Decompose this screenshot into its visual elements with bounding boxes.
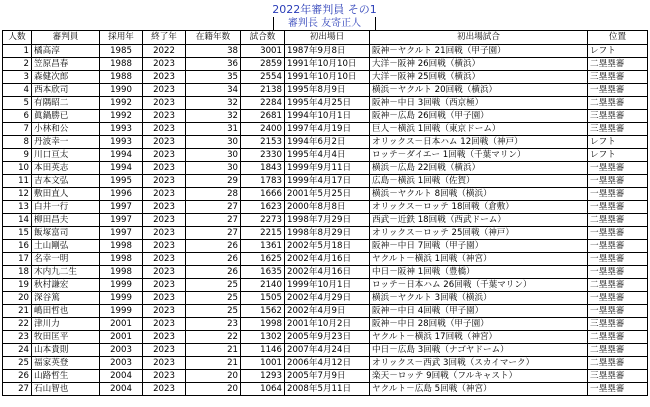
table-row	[3, 240, 648, 253]
row-number: 16	[3, 240, 32, 253]
row-number: 22	[3, 318, 32, 331]
end-year: 2023	[143, 253, 186, 266]
umpire-name: 丹波幸一	[32, 136, 100, 149]
umpire-name: 名幸一明	[32, 253, 100, 266]
debut-game: 阪神－中日 28回戦（甲子園）	[370, 318, 588, 331]
game-count: 2273	[241, 214, 285, 227]
end-year: 2023	[143, 201, 186, 214]
debut-game: オリックス－西武 3回戦（スカイマーク）	[370, 357, 588, 370]
table-row	[3, 344, 648, 357]
debut-date: 1991年10月10日	[285, 58, 370, 71]
game-count: 2138	[241, 84, 285, 97]
debut-date: 2008年5月11日	[285, 383, 370, 396]
game-count: 1505	[241, 292, 285, 305]
game-count: 1302	[241, 331, 285, 344]
debut-game: ヤクルト－横浜 1回戦（神宮）	[370, 253, 588, 266]
row-number: 25	[3, 357, 32, 370]
umpire-name: 土山剛弘	[32, 240, 100, 253]
position: 二塁塁審	[588, 344, 648, 357]
end-year: 2023	[143, 370, 186, 383]
debut-game: 西武－近鉄 18回戦（西武ドーム）	[370, 214, 588, 227]
table-row	[3, 357, 648, 370]
years-active: 35	[186, 71, 241, 84]
debut-game: 阪神－中日 3回戦（西京極）	[370, 97, 588, 110]
position: 二塁塁審	[588, 214, 648, 227]
hired-year: 1985	[100, 45, 143, 58]
umpire-name: 川口亘太	[32, 149, 100, 162]
position: 三塁塁審	[588, 123, 648, 136]
position: 三塁塁審	[588, 318, 648, 331]
row-number: 3	[3, 71, 32, 84]
debut-date: 2002年5月18日	[285, 240, 370, 253]
umpire-name: 牧田匡平	[32, 331, 100, 344]
hired-year: 1997	[100, 227, 143, 240]
debut-date: 2005年7月9日	[285, 370, 370, 383]
row-number: 19	[3, 279, 32, 292]
game-count: 1562	[241, 305, 285, 318]
position: 一塁塁審	[588, 227, 648, 240]
row-number: 9	[3, 149, 32, 162]
umpire-name: 西本欣司	[32, 84, 100, 97]
debut-date: 1998年7月29日	[285, 214, 370, 227]
game-count: 3001	[241, 45, 285, 58]
table-row	[3, 331, 648, 344]
years-active: 26	[186, 240, 241, 253]
umpire-name: 笠原昌春	[32, 58, 100, 71]
row-number: 24	[3, 344, 32, 357]
table-row	[3, 175, 648, 188]
debut-date: 2000年8月8日	[285, 201, 370, 214]
end-year: 2023	[143, 136, 186, 149]
hired-year: 1999	[100, 305, 143, 318]
umpire-name: 石山智也	[32, 383, 100, 396]
game-count: 1001	[241, 357, 285, 370]
position: 一塁塁審	[588, 253, 648, 266]
row-number: 10	[3, 162, 32, 175]
header-row	[3, 31, 648, 45]
game-count: 1998	[241, 318, 285, 331]
row-number: 8	[3, 136, 32, 149]
hired-year: 1993	[100, 123, 143, 136]
table-row	[3, 318, 648, 331]
umpire-name: 本田英志	[32, 162, 100, 175]
hired-year: 1997	[100, 214, 143, 227]
umpire-name: 吉本文弘	[32, 175, 100, 188]
game-count: 1625	[241, 253, 285, 266]
table-row	[3, 149, 648, 162]
game-count: 1635	[241, 266, 285, 279]
years-active: 25	[186, 279, 241, 292]
row-number: 14	[3, 214, 32, 227]
table-row	[3, 97, 648, 110]
years-active: 25	[186, 292, 241, 305]
hired-year: 1999	[100, 292, 143, 305]
years-active: 26	[186, 253, 241, 266]
debut-game: 中日－広島 3回戦（ナゴヤドーム）	[370, 344, 588, 357]
years-active: 38	[186, 45, 241, 58]
umpire-name: 橘高淳	[32, 45, 100, 58]
debut-date: 2001年10月2日	[285, 318, 370, 331]
hired-year: 2003	[100, 357, 143, 370]
hired-year: 1994	[100, 162, 143, 175]
position: 三塁塁審	[588, 110, 648, 123]
end-year: 2023	[143, 305, 186, 318]
debut-game: オリックス－ロッテ 25回戦（神戸）	[370, 227, 588, 240]
debut-date: 1991年10月10日	[285, 71, 370, 84]
game-count: 1064	[241, 383, 285, 396]
hired-year: 1993	[100, 136, 143, 149]
umpire-name: 福家英登	[32, 357, 100, 370]
hired-year: 1992	[100, 97, 143, 110]
hired-year: 1988	[100, 71, 143, 84]
umpire-name: 秋村謙宏	[32, 279, 100, 292]
hired-year: 2001	[100, 331, 143, 344]
years-active: 34	[186, 84, 241, 97]
debut-game: 横浜－広島 22回戦（横浜）	[370, 162, 588, 175]
row-number: 4	[3, 84, 32, 97]
table-row	[3, 370, 648, 383]
table-row	[3, 279, 648, 292]
umpire-name: 敷田直人	[32, 188, 100, 201]
years-active: 36	[186, 58, 241, 71]
position: 一塁塁審	[588, 162, 648, 175]
end-year: 2023	[143, 227, 186, 240]
years-active: 21	[186, 357, 241, 370]
umpire-name: 森健次郎	[32, 71, 100, 84]
debut-game: 横浜－ヤクルト 8回戦（横浜）	[370, 188, 588, 201]
debut-date: 2005年9月23日	[285, 331, 370, 344]
header-umpire: 審判員	[32, 31, 100, 45]
debut-game: 阪神－中日 7回戦（甲子園）	[370, 240, 588, 253]
end-year: 2023	[143, 240, 186, 253]
row-number: 11	[3, 175, 32, 188]
row-number: 13	[3, 201, 32, 214]
end-year: 2023	[143, 357, 186, 370]
chief-umpire-line	[2, 17, 647, 30]
hired-year: 1997	[100, 201, 143, 214]
end-year: 2023	[143, 344, 186, 357]
years-active: 20	[186, 370, 241, 383]
table-row	[3, 253, 648, 266]
years-active: 29	[186, 175, 241, 188]
position: 二塁塁審	[588, 279, 648, 292]
debut-game: 阪神－ヤクルト 21回戦（甲子園）	[370, 45, 588, 58]
umpire-name: 白井一行	[32, 201, 100, 214]
years-active: 20	[186, 383, 241, 396]
years-active: 21	[186, 344, 241, 357]
header-debut-game: 初出場試合	[370, 31, 588, 45]
game-count: 2140	[241, 279, 285, 292]
header-position: 位置	[588, 31, 648, 45]
umpire-name: 津川力	[32, 318, 100, 331]
table-row	[3, 123, 648, 136]
debut-game: オリックス－ロッテ 18回戦（倉敷）	[370, 201, 588, 214]
row-number: 1	[3, 45, 32, 58]
table-row	[3, 305, 648, 318]
header-end-year: 終了年	[143, 31, 186, 45]
position: 一塁塁審	[588, 240, 648, 253]
end-year: 2023	[143, 331, 186, 344]
end-year: 2023	[143, 188, 186, 201]
header-years-active: 在籍年数	[186, 31, 241, 45]
end-year: 2023	[143, 279, 186, 292]
debut-game: ヤクルト－横浜 17回戦（神宮）	[370, 331, 588, 344]
umpire-rows	[3, 45, 648, 396]
position: 二塁塁審	[588, 58, 648, 71]
position: 一塁塁審	[588, 383, 648, 396]
years-active: 32	[186, 97, 241, 110]
debut-game: 阪神－中日 4回戦（甲子園）	[370, 305, 588, 318]
row-number: 26	[3, 370, 32, 383]
position: レフト	[588, 149, 648, 162]
years-active: 28	[186, 188, 241, 201]
umpire-name: 飯塚富司	[32, 227, 100, 240]
end-year: 2023	[143, 162, 186, 175]
debut-date: 1995年8月9日	[285, 84, 370, 97]
hired-year: 1998	[100, 253, 143, 266]
table-row	[3, 45, 648, 58]
table-row	[3, 266, 648, 279]
debut-game: ロッテ－ダイエー 1回戦（千葉マリン）	[370, 149, 588, 162]
end-year: 2023	[143, 58, 186, 71]
debut-game: 阪神－広島 26回戦（甲子園）	[370, 110, 588, 123]
row-number: 12	[3, 188, 32, 201]
game-count: 2153	[241, 136, 285, 149]
game-count: 2554	[241, 71, 285, 84]
debut-date: 1997年4月19日	[285, 123, 370, 136]
debut-game: 巨人－横浜 1回戦（東京ドーム）	[370, 123, 588, 136]
end-year: 2023	[143, 175, 186, 188]
position: レフト	[588, 136, 648, 149]
debut-game: ロッテ－日本ハム 26回戦（千葉マリン）	[370, 279, 588, 292]
table-row	[3, 292, 648, 305]
header-games: 試合数	[241, 31, 285, 45]
position: 一塁塁審	[588, 201, 648, 214]
table-row	[3, 188, 648, 201]
debut-game: 中日－阪神 1回戦（豊橋）	[370, 266, 588, 279]
row-number: 21	[3, 305, 32, 318]
years-active: 30	[186, 136, 241, 149]
umpire-name: 眞鍋勝已	[32, 110, 100, 123]
position: 一塁塁審	[588, 175, 648, 188]
years-active: 32	[186, 110, 241, 123]
debut-game: 大洋－阪神 26回戦（横浜）	[370, 58, 588, 71]
game-count: 2284	[241, 97, 285, 110]
years-active: 31	[186, 123, 241, 136]
umpire-name: 木内九二生	[32, 266, 100, 279]
debut-date: 2002年4月16日	[285, 266, 370, 279]
years-active: 23	[186, 318, 241, 331]
table-row	[3, 58, 648, 71]
end-year: 2023	[143, 214, 186, 227]
game-count: 1623	[241, 201, 285, 214]
debut-date: 1994年10月1日	[285, 110, 370, 123]
debut-game: ヤクルト－広島 5回戦（神宮）	[370, 383, 588, 396]
position: 一塁塁審	[588, 188, 648, 201]
row-number: 20	[3, 292, 32, 305]
row-number: 18	[3, 266, 32, 279]
game-count: 2859	[241, 58, 285, 71]
hired-year: 1995	[100, 175, 143, 188]
table-row	[3, 136, 648, 149]
end-year: 2023	[143, 71, 186, 84]
umpire-name: 深谷篤	[32, 292, 100, 305]
years-active: 27	[186, 201, 241, 214]
row-number: 5	[3, 97, 32, 110]
sheet-title: 2022年審判員 その1	[272, 3, 377, 16]
years-active: 30	[186, 149, 241, 162]
position: 一塁塁審	[588, 84, 648, 97]
game-count: 1843	[241, 162, 285, 175]
debut-date: 1995年4月25日	[285, 97, 370, 110]
debut-game: 横浜－ヤクルト 3回戦（横浜）	[370, 292, 588, 305]
header-hired-year: 採用年	[100, 31, 143, 45]
position: 一塁塁審	[588, 305, 648, 318]
end-year: 2023	[143, 110, 186, 123]
umpire-name: 山路哲生	[32, 370, 100, 383]
game-count: 2681	[241, 110, 285, 123]
years-active: 27	[186, 214, 241, 227]
debut-date: 1999年9月11日	[285, 162, 370, 175]
end-year: 2023	[143, 266, 186, 279]
end-year: 2023	[143, 292, 186, 305]
debut-game: 楽天－ロッテ 9回戦（フルキャスト）	[370, 370, 588, 383]
end-year: 2023	[143, 149, 186, 162]
umpire-sheet	[2, 3, 647, 396]
game-count: 1361	[241, 240, 285, 253]
hired-year: 2004	[100, 383, 143, 396]
hired-year: 2001	[100, 318, 143, 331]
debut-game: 広島－横浜 1回戦（佐賀）	[370, 175, 588, 188]
debut-date: 1987年9月8日	[285, 45, 370, 58]
row-number: 15	[3, 227, 32, 240]
game-count: 1293	[241, 370, 285, 383]
game-count: 2215	[241, 227, 285, 240]
header-debut-date: 初出場日	[285, 31, 370, 45]
hired-year: 1999	[100, 279, 143, 292]
position: 二塁塁審	[588, 331, 648, 344]
debut-date: 1999年10月1日	[285, 279, 370, 292]
row-number: 7	[3, 123, 32, 136]
table-row	[3, 214, 648, 227]
end-year: 2023	[143, 97, 186, 110]
umpire-name: 有隅昭二	[32, 97, 100, 110]
position: 三塁塁審	[588, 71, 648, 84]
table-row	[3, 84, 648, 97]
game-count: 1146	[241, 344, 285, 357]
debut-game: 大洋－阪神 25回戦（横浜）	[370, 71, 588, 84]
debut-date: 1999年4月17日	[285, 175, 370, 188]
row-number: 27	[3, 383, 32, 396]
position: 三塁塁審	[588, 370, 648, 383]
debut-date: 2002年4月16日	[285, 253, 370, 266]
years-active: 27	[186, 227, 241, 240]
debut-date: 2002年4月9日	[285, 305, 370, 318]
position: レフト	[588, 45, 648, 58]
end-year: 2022	[143, 45, 186, 58]
debut-date: 2006年4月12日	[285, 357, 370, 370]
debut-date: 1998年8月29日	[285, 227, 370, 240]
table-row	[3, 110, 648, 123]
umpire-name: 柳田昌夫	[32, 214, 100, 227]
table-row	[3, 162, 648, 175]
debut-date: 2002年4月29日	[285, 292, 370, 305]
hired-year: 2003	[100, 344, 143, 357]
chief-umpire-label: 審判長 友寄正人	[273, 17, 376, 30]
umpire-name: 山本貴則	[32, 344, 100, 357]
years-active: 22	[186, 331, 241, 344]
game-count: 1666	[241, 188, 285, 201]
position: 一塁塁審	[588, 266, 648, 279]
years-active: 25	[186, 305, 241, 318]
umpire-table	[2, 30, 648, 396]
row-number: 6	[3, 110, 32, 123]
debut-date: 2007年4月24日	[285, 344, 370, 357]
end-year: 2023	[143, 383, 186, 396]
end-year: 2023	[143, 123, 186, 136]
position: 二塁塁審	[588, 97, 648, 110]
game-count: 2400	[241, 123, 285, 136]
game-count: 2330	[241, 149, 285, 162]
end-year: 2023	[143, 84, 186, 97]
table-row	[3, 201, 648, 214]
debut-game: オリックス－日本ハム 12回戦（神戸）	[370, 136, 588, 149]
header-number: 人数	[3, 31, 32, 45]
umpire-name: 小林和公	[32, 123, 100, 136]
debut-date: 2001年5月25日	[285, 188, 370, 201]
table-row	[3, 71, 648, 84]
row-number: 23	[3, 331, 32, 344]
table-row	[3, 383, 648, 396]
row-number: 17	[3, 253, 32, 266]
end-year: 2023	[143, 318, 186, 331]
hired-year: 1998	[100, 266, 143, 279]
debut-game: 横浜－ヤクルト 20回戦（横浜）	[370, 84, 588, 97]
hired-year: 2004	[100, 370, 143, 383]
hired-year: 1988	[100, 58, 143, 71]
row-number: 2	[3, 58, 32, 71]
debut-date: 1995年4月4日	[285, 149, 370, 162]
position: 一塁塁審	[588, 292, 648, 305]
hired-year: 1996	[100, 188, 143, 201]
hired-year: 1990	[100, 84, 143, 97]
hired-year: 1994	[100, 149, 143, 162]
hired-year: 1992	[100, 110, 143, 123]
debut-date: 1994年6月2日	[285, 136, 370, 149]
umpire-name: 嶋田哲也	[32, 305, 100, 318]
position: 二塁塁審	[588, 357, 648, 370]
hired-year: 1998	[100, 240, 143, 253]
years-active: 26	[186, 266, 241, 279]
table-row	[3, 227, 648, 240]
years-active: 30	[186, 162, 241, 175]
game-count: 1783	[241, 175, 285, 188]
